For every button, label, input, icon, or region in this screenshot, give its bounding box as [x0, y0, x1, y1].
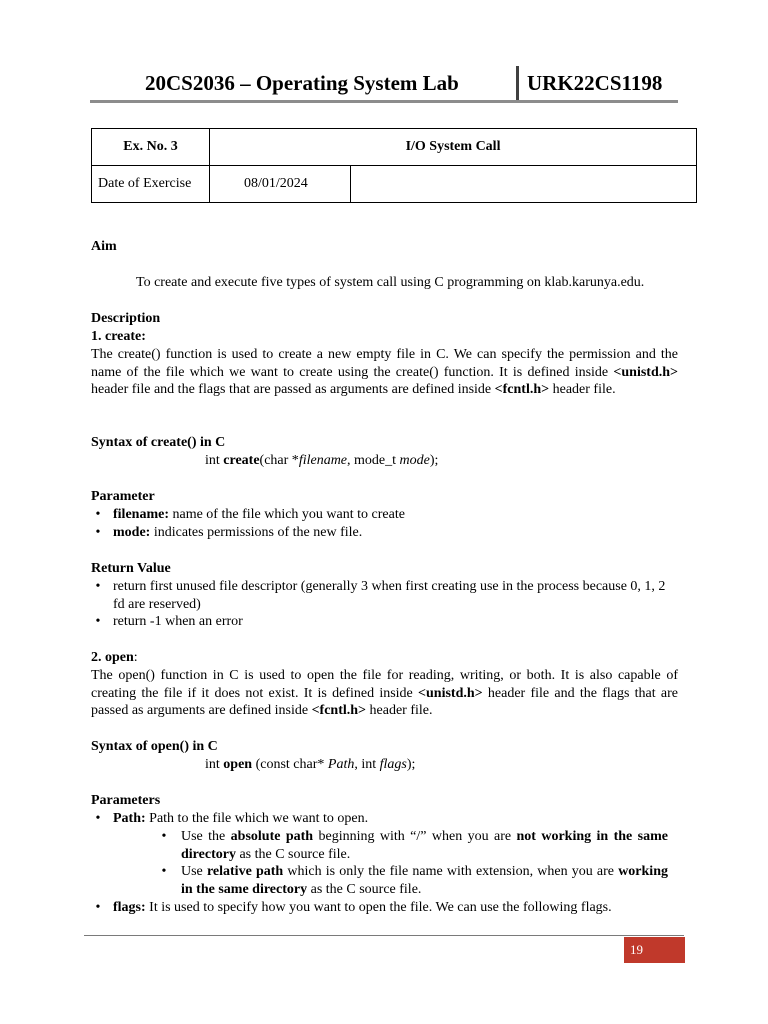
date-label-cell: Date of Exercise: [92, 166, 210, 203]
bullet-icon: •: [95, 525, 101, 540]
open-syntax: int open (const char* Path, int flags);: [205, 757, 416, 772]
return-value-heading: Return Value: [91, 561, 171, 576]
create-parameter-heading: Parameter: [91, 489, 155, 504]
date-value-cell: 08/01/2024: [210, 166, 351, 203]
bullet-icon: •: [95, 579, 101, 594]
create-syntax: int create(char *filename, mode_t mode);: [205, 453, 439, 468]
create-heading: 1. create:: [91, 329, 146, 344]
bullet-icon: •: [95, 811, 101, 826]
create-paragraph: The create() function is used to create a new empty file in C. We can specify the permission and the name of the file which we want to create using the create() function. It is defined inside <unistd.h> header file and the flags that are passed as arguments are defined inside <fcntl.h> header file.: [91, 347, 678, 397]
open-syntax-heading: Syntax of open() in C: [91, 739, 218, 754]
open-heading: 2. open:: [91, 650, 138, 665]
header-rule: [90, 100, 678, 103]
bullet-icon: •: [95, 614, 101, 629]
bullet-icon: •: [95, 507, 101, 522]
roll-number: URK22CS1198: [527, 71, 663, 95]
bullet-icon: •: [161, 829, 167, 844]
aim-text: To create and execute five types of system call using C programming on klab.karunya.edu.: [136, 275, 645, 290]
open-parameters-heading: Parameters: [91, 793, 161, 808]
footer-rule: [84, 935, 684, 936]
empty-cell: [351, 166, 697, 203]
description-heading: Description: [91, 311, 161, 326]
exercise-info-table: [91, 128, 696, 203]
aim-heading: Aim: [91, 239, 117, 254]
create-syntax-heading: Syntax of create() in C: [91, 435, 226, 450]
header-separator: [516, 66, 519, 102]
bullet-icon: •: [161, 864, 167, 879]
bullet-icon: •: [95, 900, 101, 915]
ex-number-cell: Ex. No. 3: [92, 129, 210, 166]
open-paragraph: The open() function in C is used to open the file for reading, writing, or both. It is also capable of creating the file if it does not exist. It is defined inside <unistd.h> header file and the flags that are passed as arguments are defined inside <fcntl.h> header file.: [91, 668, 678, 718]
document-title: 20CS2036 – Operating System Lab: [145, 71, 459, 95]
page-number-badge: 19: [624, 937, 685, 963]
ex-title-cell: I/O System Call: [210, 129, 697, 166]
